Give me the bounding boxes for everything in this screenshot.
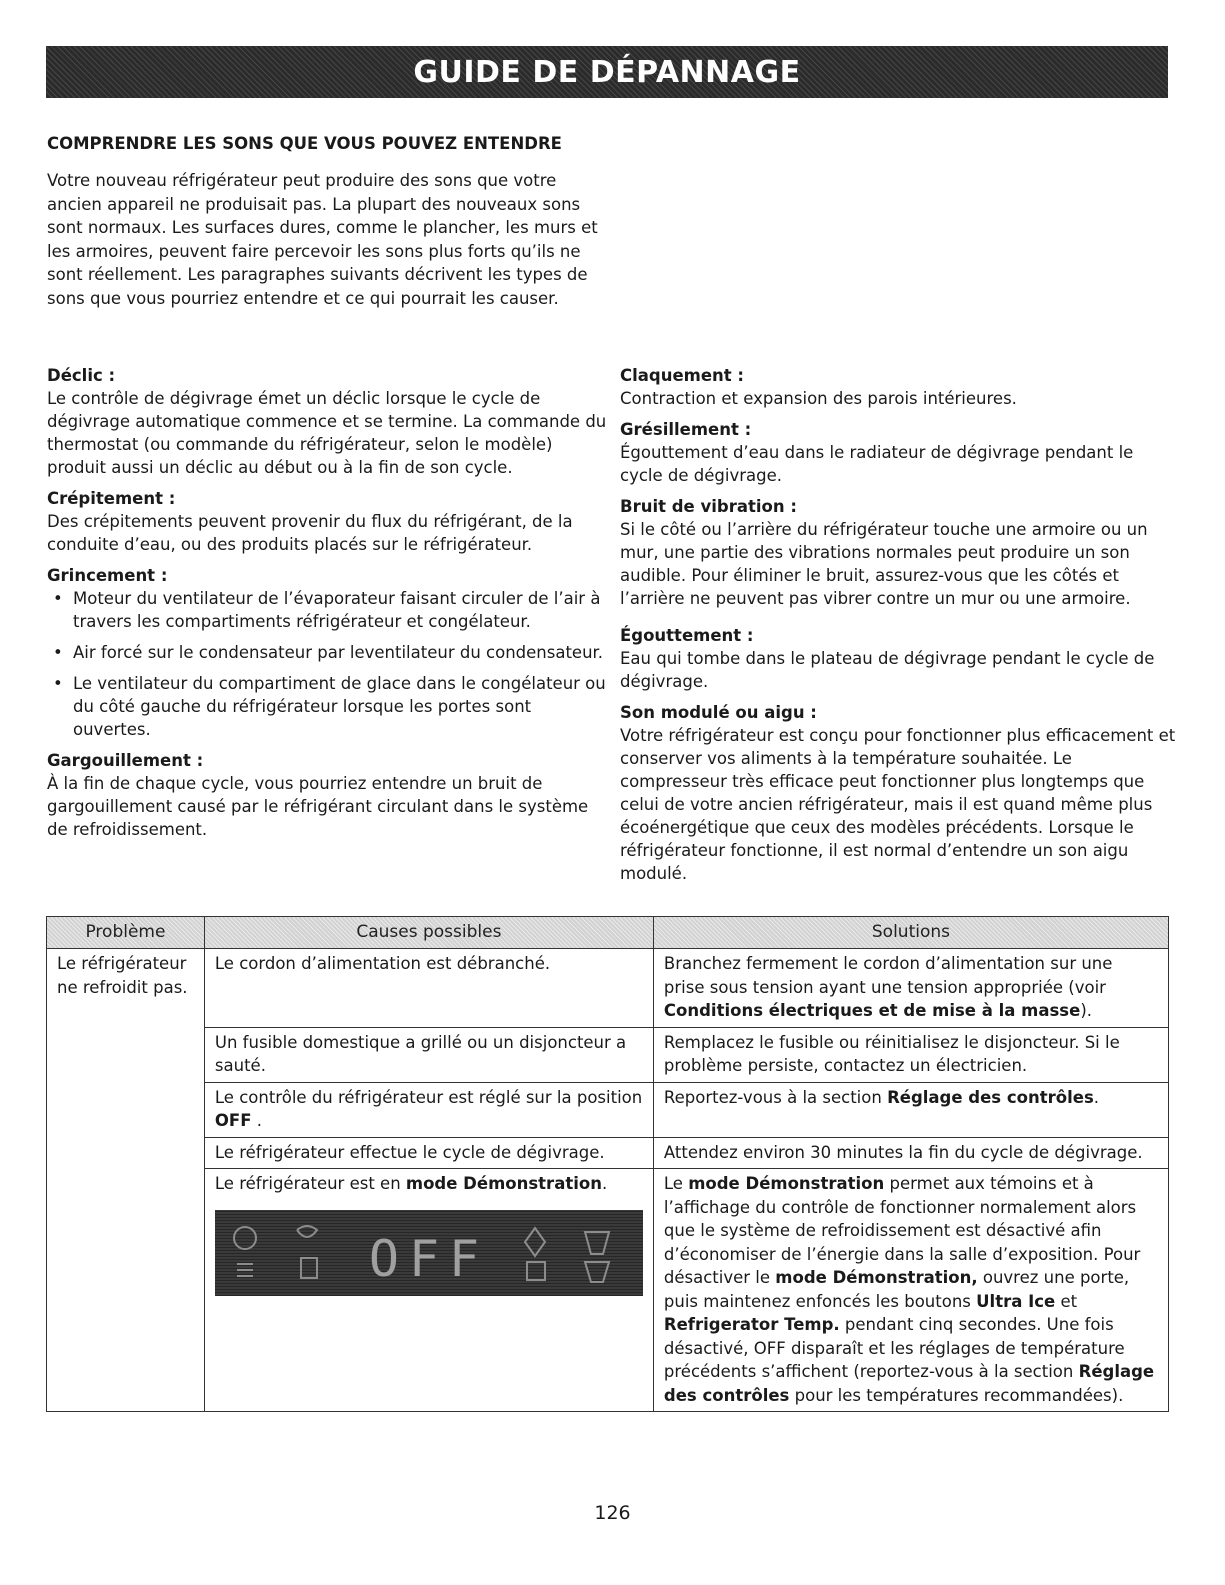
gresillement-title: Grésillement :: [620, 420, 752, 439]
solution-cell: Remplacez le fusible ou réinitialisez le disjoncteur. Si le problème persiste, contactez un électricien.: [653, 1027, 1168, 1082]
cause-text: .: [601, 1174, 608, 1193]
cube-icon: [527, 1262, 545, 1280]
claquement-title: Claquement :: [620, 366, 745, 385]
cause-text: Le réfrigérateur est en: [214, 1174, 406, 1193]
solution-text: ouvrez une porte, puis maintenez enfoncés les boutons: [663, 1268, 1130, 1311]
glass-icon: [585, 1262, 609, 1282]
cause-emphasis: OFF: [214, 1111, 252, 1130]
table-header-row: [47, 917, 1169, 949]
header-causes: Causes possibles: [204, 917, 653, 949]
crepitement-title: Crépitement :: [47, 489, 176, 508]
solution-emphasis: mode Démonstration,: [775, 1268, 978, 1287]
solution-cell: Attendez environ 30 minutes la fin du cycle de dégivrage.: [653, 1137, 1168, 1169]
solution-cell: [653, 1169, 1168, 1412]
solution-reference: Conditions électriques et de mise à la masse: [663, 1001, 1081, 1020]
intro-paragraph: Votre nouveau réfrigérateur peut produire des sons que votre ancien appareil ne produisait pas. La plupart des nouveaux sons sont normaux. Les surfaces dures, comme le plancher, les murs et les armoires, peuvent faire percevoir les sons plus forts qu’ils ne sont réellement. Les paragraphes suivants décrivent les types de sons que vous pourriez entendre et ce qui pourrait les causer.: [47, 171, 598, 308]
grincement-title: Grincement :: [47, 566, 168, 585]
gargouillement-text: À la fin de chaque cycle, vous pourriez entendre un bruit de gargouillement causé par le réfrigérant circulant dans le système de refroidissement.: [47, 774, 589, 839]
cause-emphasis: mode Démonstration: [405, 1174, 602, 1193]
claquement-text: Contraction et expansion des parois intérieures.: [620, 389, 1017, 408]
table-row: [47, 1082, 1169, 1137]
cause-text: Le contrôle du réfrigérateur est réglé sur la position: [214, 1087, 643, 1107]
solution-text: Le: [663, 1174, 689, 1193]
table-row: [47, 1137, 1169, 1169]
solution-text: permet aux témoins et à l’affichage du contrôle de fonctionner normalement alors que le système de refroidissement est désactivé afin d’économiser de l’énergie dans la salle d’exposition. Pour désactiver le: [663, 1174, 1141, 1287]
solution-text: .: [1093, 1087, 1100, 1107]
header-solutions: Solutions: [653, 917, 1168, 949]
solution-text: et: [1055, 1291, 1078, 1311]
solution-emphasis: mode Démonstration: [688, 1174, 885, 1193]
table-row: [47, 1027, 1169, 1082]
solution-emphasis: Réglage des contrôles: [663, 1362, 1155, 1405]
cause-cell: [204, 1082, 653, 1137]
egouttement-title: Égouttement :: [620, 626, 754, 645]
water-icon: [525, 1228, 545, 1256]
solution-text: pour les températures recommandées).: [789, 1385, 1124, 1405]
sounds-right-column: [620, 364, 1180, 893]
filter-icon: [237, 1264, 253, 1276]
son-module-text: Votre réfrigérateur est conçu pour fonctionner plus efficacement et conserver vos aliments à la température souhaitée. Le compresseur très efficace peut fonctionner plus longtemps que celui de votre ancien réfrigérateur, mais il est quand même plus écoénergétique que ceux des modèles précédents. Lorsque le réfrigérateur fonctionne, il est normal d’entendre un son aigu modulé.: [620, 726, 1176, 883]
egouttement-text: Eau qui tombe dans le plateau de dégivrage pendant le cycle de dégivrage.: [620, 649, 1155, 691]
cause-cell: Un fusible domestique a grillé ou un disjoncteur a sauté.: [204, 1027, 653, 1082]
solution-text: Reportez-vous à la section: [663, 1087, 888, 1107]
troubleshooting-table: [46, 916, 1169, 1412]
display-svg: [215, 1210, 643, 1296]
cause-text: .: [251, 1111, 262, 1130]
vibration-title: Bruit de vibration :: [620, 497, 797, 516]
declic-title: Déclic :: [47, 366, 116, 385]
page-number: 126: [594, 1502, 631, 1524]
solution-text: pendant cinq secondes. Une fois désactivé, OFF disparaît et les réglages de température précédents s’affichent (reportez-vous à la section: [663, 1315, 1125, 1381]
son-module-title: Son modulé ou aigu :: [620, 703, 817, 722]
title-banner: [46, 46, 1168, 98]
ice-icon: [297, 1226, 317, 1237]
gargouillement-title: Gargouillement :: [47, 751, 204, 770]
solution-emphasis: Refrigerator Temp.: [663, 1315, 840, 1334]
solution-text: Branchez fermement le cordon d’alimentation sur une prise sous tension ayant une tension appropriée (voir: [663, 954, 1113, 997]
table-row: [47, 1169, 1169, 1412]
crepitement-text: Des crépitements peuvent provenir du flux du réfrigérant, de la conduite d’eau, ou des produits placés sur le réfrigérateur.: [47, 512, 573, 554]
table-row: [47, 949, 1169, 1028]
cause-cell: Le réfrigérateur effectue le cycle de dégivrage.: [204, 1137, 653, 1169]
list-item: • Air forcé sur le condensateur par leventilateur du condensateur.: [47, 641, 607, 664]
lock-icon: [301, 1258, 317, 1278]
control-display-image: [215, 1210, 643, 1296]
cause-cell: [204, 1169, 653, 1412]
grincement-list: [47, 587, 607, 741]
solution-cell: [653, 949, 1168, 1028]
section-heading: COMPRENDRE LES SONS QUE VOUS POUVEZ ENTENDRE: [47, 134, 562, 153]
solution-cell: [653, 1082, 1168, 1137]
cause-cell: Le cordon d’alimentation est débranché.: [204, 949, 653, 1028]
light-icon: [234, 1227, 256, 1249]
gresillement-text: Égouttement d’eau dans le radiateur de dégivrage pendant le cycle de dégivrage.: [620, 443, 1134, 485]
cup-icon: [585, 1232, 609, 1254]
solution-text: ).: [1080, 1001, 1093, 1020]
header-problem: Problème: [47, 917, 205, 949]
list-item: • Moteur du ventilateur de l’évaporateur faisant circuler de l’air à travers les compartiments réfrigérateur et congélateur.: [47, 587, 607, 633]
problem-cell: Le réfrigérateur ne refroidit pas.: [47, 949, 205, 1412]
declic-text: Le contrôle de dégivrage émet un déclic lorsque le cycle de dégivrage automatique commence et se termine. La commande du thermostat (ou commande du réfrigérateur, selon le modèle) produit aussi un déclic au début ou à la fin de son cycle.: [47, 389, 607, 477]
list-item: • Le ventilateur du compartiment de glace dans le congélateur ou du côté gauche du réfrigérateur lorsque les portes sont ouvertes.: [47, 672, 607, 741]
solution-emphasis: Ultra Ice: [976, 1291, 1056, 1311]
vibration-text: Si le côté ou l’arrière du réfrigérateur touche une armoire ou un mur, une partie des vibrations normales peut produire un son audible. Pour éliminer le bruit, assurez-vous que les côtés et l’arrière ne peuvent pas vibrer contre un mur ou une armoire.: [620, 520, 1148, 608]
page-title: GUIDE DE DÉPANNAGE: [413, 54, 801, 90]
solution-reference: Réglage des contrôles: [887, 1087, 1094, 1107]
sounds-left-column: [47, 364, 607, 849]
display-readout: OFF: [368, 1229, 490, 1288]
